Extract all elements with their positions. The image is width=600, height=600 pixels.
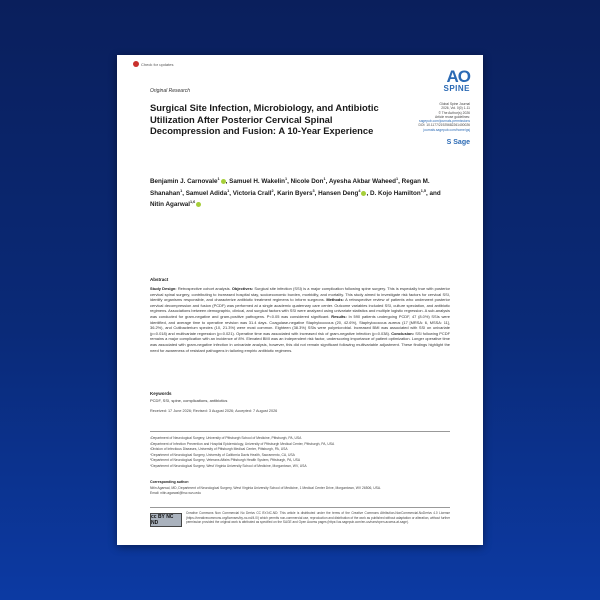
logo-ao-text: AO (446, 67, 470, 86)
paper-title: Surgical Site Infection, Microbiology, and Antibiotic Utilization After Posterior Cervical Spinal Decompression and Fusion: A 10-Year Experience (150, 102, 379, 136)
author-separator: , (366, 189, 370, 197)
author-name: Samuel H. Wakelin (229, 178, 285, 186)
abstract-section-label: Conclusion: (391, 330, 414, 336)
abstract-section-label: Methods: (326, 297, 344, 303)
meta-permissions-link[interactable]: sagepub.com/journals-permissions (419, 119, 470, 124)
abstract-section-text: In 590 patients undergoing PCDF, 47 (8.0%) SSIs were identified, and average time to operative revision was 31.4 days. Coagulase-negative Staphylococcus (20, 42.6%), Staphylococcus aureus (17 [MRSA: 6, MSSA: 11], 36.2%), and Cutibacterium species (10, 21.3%) were most common. Eighteen (38.3%) SSIs were polymicrobial. Increased BMI was associated with SSI on univariate (p=0.018) and multivariate regression (p=0.021). Operative time was associated with increased risk of gram-negative infection (p=0.038). (150, 313, 450, 336)
abstract-section-label: Study Design: (150, 286, 177, 291)
author-name: Nicole Don (290, 178, 324, 186)
abstract-section-text: Retrospective cohort analysis. (176, 286, 232, 291)
abstract-section-text: A retrospective review of patients who underwent posterior cervical decompression and fusion (PCDF) was performed at a single academic quaternary care center. Outcome variables included SSI, culture speciation, and antibiotic regimens. Associations between demographic, clinical, and surgical factors with SSI were analyzed using univariate statistics and multiple logistic regression. A sub-analysis was conducted for gram-negative and gram-positive pathogens. P<0.05 was considered significant. (150, 297, 450, 319)
author-name: Regan M. Shanahan (150, 178, 430, 197)
logo-spine-text: SPINE (443, 84, 470, 93)
author-affiliation-sup: 1 (323, 177, 326, 181)
affiliation: ²Department of Infection Prevention and Hospital Epidemiology, University of Pittsburgh Medical Center, Pittsburgh, PA, USA (150, 441, 335, 446)
author-separator: , (273, 189, 278, 197)
author-affiliation-sup: 2 (271, 188, 274, 193)
author-separator: , and (425, 189, 441, 197)
author-affiliation-sup: 1 (396, 177, 399, 181)
keywords-heading: Keywords (150, 391, 172, 396)
meta-line: Article reuse guidelines: (434, 114, 470, 119)
check-for-updates-badge[interactable] (133, 61, 173, 67)
author-separator: , (287, 178, 291, 186)
author-name: Nitin Agarwal (150, 201, 191, 209)
orcid-icon[interactable] (196, 202, 201, 207)
abstract-section-text: SSI following PCDF remains a major complication with an incidence of 8%. Elevated BMI was an independent risk factor, underscoring importance of patient optimization. Longer operative time was associated with gram-negative infection in univariate analysis, however, this did not remain significant following multivariable adjustment. These findings highlight the need for awareness of resistant pathogens in tailoring empiric antibiotic regimens. (150, 330, 451, 353)
divider (150, 431, 450, 432)
author-affiliation-sup: 1,5 (420, 188, 426, 193)
meta-doi: DOI: 10.1177/21925682261400026 (418, 123, 470, 128)
affiliations (150, 436, 450, 470)
abstract-section-label: Objectives: (231, 286, 254, 291)
abstract-section-label: Results: (331, 313, 347, 319)
author-name: D. Kojo Hamilton (369, 189, 421, 197)
author-name: Victoria Crall (232, 189, 272, 197)
license-text: Creative Commons Non Commercial No Derivs CC BY-NC-ND: This article is distributed under the terms of the Creative Commons Attribution-NonCommercial-NoDerivs 4.0 License (https://creativecommons.org/licenses/by-nc-nd/4.0/) which permits non-commercial use, reproduction and distribution of the work as published without adaptation or alteration, without further permission provided the original work is attributed as specified on the SAGE and Open Access pages (https://us.sagepub.com/en-us/nam/open-access-at-sage). (186, 511, 450, 525)
author-name: Ayesha Akbar Waheed (328, 178, 397, 186)
author-separator: , (225, 178, 230, 186)
author-affiliation-sup: 1 (284, 177, 288, 181)
author-affiliation-sup: 1 (227, 188, 230, 193)
author-name: Benjamin J. Carnovale (150, 178, 218, 186)
corresponding-heading: Corresponding author: (150, 480, 190, 484)
abstract-heading: Abstract (150, 277, 169, 282)
author-name: Karin Byers (277, 189, 313, 197)
affiliation: ⁵Department of Neurological Surgery, Veterans Affairs Pittsburgh Health System, Pittsburgh, PA, USA (150, 458, 301, 463)
author-affiliation-sup: 1 (180, 188, 183, 193)
affiliation: ³Division of Infectious Diseases, University of Pittsburgh Medical Center, Pittsburgh, PA, USA (150, 447, 288, 452)
publisher-logo (447, 139, 470, 146)
author-name: Hansen Deng (318, 189, 359, 197)
affiliation: ⁴Department of Neurological Surgery, University of California Davis Health, Sacramento, CA, USA (150, 452, 295, 457)
meta-line: 2026, Vol. 0(0) 1-11 (441, 106, 470, 111)
publisher-name: Sage (453, 139, 470, 146)
meta-line: Global Spine Journal (439, 102, 470, 106)
author-name: Samuel Adida (185, 189, 228, 197)
author-separator: , (182, 189, 186, 197)
sage-icon: S (446, 139, 454, 146)
abstract-section-text: Surgical site infection (SSI) is a major complication following spine surgery. This is especially true with posterior cervical spinal surgery, contributing to increased hospital stay, socioeconomic burden, morbidity, and mortality. This study aimed to investigate risk factors for cervical SSI, identify organisms responsible, and characterize antibiotic treatment regimens to inform surgeons. (150, 286, 450, 303)
check-updates-label: Check for updates (141, 61, 174, 67)
author-affiliation-sup: 1,6 (190, 200, 196, 205)
journal-meta (388, 102, 470, 132)
author-separator: , (325, 178, 329, 186)
article-type: Original Research (150, 88, 191, 94)
author-affiliation-sup: 1 (217, 177, 220, 181)
update-icon (133, 61, 139, 67)
journal-logo (443, 69, 470, 93)
keywords: PCDF, SSI, spine, complications, antibiotics (150, 398, 228, 403)
abstract-body (150, 286, 450, 353)
affiliation: ¹Department of Neurological Surgery, University of Pittsburgh School of Medicine, Pittsburgh, PA, USA (150, 436, 302, 440)
author-separator: , (314, 189, 319, 197)
author-affiliation-sup: 4 (358, 188, 361, 193)
meta-journal-link[interactable]: journals.sagepub.com/home/gsj (423, 127, 470, 132)
author-separator: , (398, 178, 402, 186)
corresponding-address: Nitin Agarwal, MD, Department of Neurological Surgery, West Virginia University School of Medicine, 1 Medical Center Drive, Morgantown, WV 26506, USA. (150, 486, 382, 490)
cc-license-icon: cc BY NC ND (150, 513, 182, 527)
author-affiliation-sup: 3 (312, 188, 315, 193)
author-list (150, 175, 450, 210)
author-separator: , (229, 189, 233, 197)
affiliation: ⁶Department of Neurological Surgery, West Virginia University School of Medicine, Morgantown, WV, USA (150, 463, 307, 468)
corresponding-email[interactable]: Email: nitin.agarwal@hsc.wvu.edu (150, 491, 201, 495)
meta-line: © The Author(s) 2026 (438, 110, 470, 115)
paper-page (117, 55, 483, 545)
received-dates: Received: 17 June 2026; Revised: 3 August 2026; Accepted: 7 August 2026 (150, 409, 278, 413)
corresponding-author (150, 486, 450, 496)
divider (150, 507, 450, 508)
